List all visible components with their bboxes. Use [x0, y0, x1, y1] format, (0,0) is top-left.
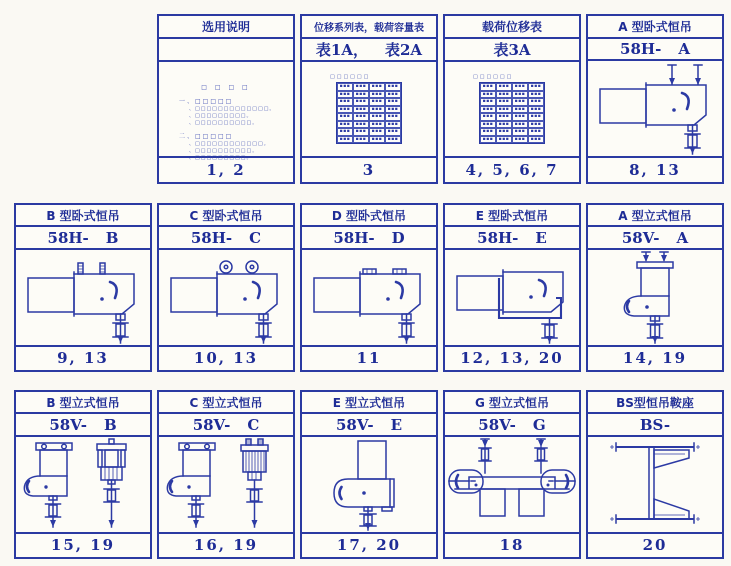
horizontal-hanger-type-a-drawing — [588, 61, 722, 156]
cell-58v-b — [14, 390, 152, 559]
page-numbers: 18 — [445, 532, 579, 557]
cell-58h-d — [300, 203, 438, 372]
mini-table-content — [302, 62, 436, 156]
cell-load-displacement-table — [443, 14, 581, 184]
code-suffix: B — [105, 228, 119, 247]
cell-58h-a — [586, 14, 724, 184]
cell-code-band — [302, 227, 436, 249]
cell-58h-c — [157, 203, 295, 372]
vertical-hanger-type-b-drawing — [16, 437, 150, 532]
cell-title: 选用说明 — [159, 16, 293, 39]
mini-table-caption: □□□□□□ — [330, 74, 371, 80]
cell-code-band — [16, 414, 150, 436]
code-prefix: 58V- — [192, 415, 231, 434]
cell-title: A 型立式恒吊 — [588, 205, 722, 227]
code-prefix: BS- — [639, 415, 671, 434]
code-suffix: B — [103, 415, 117, 434]
code-prefix: 表1A， — [315, 41, 368, 59]
row-3 — [14, 390, 724, 559]
horizontal-hanger-type-c-drawing — [159, 250, 293, 345]
code-suffix: E — [390, 415, 403, 434]
cell-58v-c — [157, 390, 295, 559]
code-suffix: A — [676, 228, 689, 247]
code-prefix: 表3A — [493, 41, 531, 59]
hanger-drawing-58h-a — [588, 61, 722, 156]
cell-title: 载荷位移表 — [445, 16, 579, 39]
cell-code-band — [445, 39, 579, 62]
cell-code-band — [445, 227, 579, 249]
code-suffix: C — [247, 415, 260, 434]
code-suffix: E — [535, 228, 547, 247]
code-suffix: A — [678, 40, 690, 59]
page-numbers: 1, 2 — [159, 156, 293, 182]
mini-table: ▪▪▪ ▪▪▪ ▪▪▪ ▪▪▪ ▪▪▪ ▪▪▪ ▪▪▪ ▪▪▪ ▪▪▪ ▪▪▪ ▪▪▪ ▪▪▪ ▪▪▪ ▪▪▪ ▪▪▪ ▪▪▪ ▪▪▪ ▪▪▪ ▪▪▪ ▪▪▪ ▪▪▪ ▪▪▪ ▪▪▪ ▪▪▪ ▪▪▪ ▪▪▪ ▪▪▪ ▪▪▪ ▪▪▪ ▪▪▪ ▪▪▪ ▪▪▪ — [336, 82, 402, 144]
cell-58h-e — [443, 203, 581, 372]
cell-title: B 型卧式恒吊 — [16, 205, 150, 227]
cell-58v-g — [443, 390, 581, 559]
hanger-drawing-58h-d — [302, 250, 436, 345]
code-prefix: 58H- — [620, 40, 662, 59]
cell-title: G 型立式恒吊 — [445, 392, 579, 414]
hanger-drawing-58v-c — [159, 437, 293, 532]
mini-table-wrap — [445, 62, 579, 156]
cell-title: C 型立式恒吊 — [159, 392, 293, 414]
cell-code-band — [445, 414, 579, 436]
mini-table: ▪▪▪ ▪▪▪ ▪▪▪ ▪▪▪ ▪▪▪ ▪▪▪ ▪▪▪ ▪▪▪ ▪▪▪ ▪▪▪ ▪▪▪ ▪▪▪ ▪▪▪ ▪▪▪ ▪▪▪ ▪▪▪ ▪▪▪ ▪▪▪ ▪▪▪ ▪▪▪ ▪▪▪ ▪▪▪ ▪▪▪ ▪▪▪ ▪▪▪ ▪▪▪ ▪▪▪ ▪▪▪ ▪▪▪ ▪▪▪ ▪▪▪ ▪▪▪ — [479, 82, 545, 144]
code-suffix: 表2A — [385, 41, 423, 59]
row-2 — [14, 203, 724, 372]
cell-code-band — [159, 414, 293, 436]
hanger-drawing-58h-c — [159, 250, 293, 345]
cell-title: C 型卧式恒吊 — [159, 205, 293, 227]
hanger-drawing-58h-e — [445, 250, 579, 345]
cell-code-band — [159, 39, 293, 62]
vertical-hanger-type-e-drawing — [302, 437, 436, 532]
cell-title: E 型立式恒吊 — [302, 392, 436, 414]
cell-code-band — [588, 227, 722, 249]
notes-text-block: □ □ □ □ 一、□□□□□ 、□□□□□□□□□□□□□。 、□□□□□□□□□。 、□□□□□□□□□□。 二、□□□□□ 、□□□□□□□□□□□□。 、□□□□□□□□□□。 、□□□□□□□□□。 — [179, 84, 276, 161]
cell-code-band — [588, 414, 722, 436]
page-numbers: 11 — [302, 345, 436, 370]
vertical-hanger-type-c-drawing — [159, 437, 293, 532]
cell-title: 位移系列表，载荷容量表 — [302, 16, 436, 39]
hanger-drawing-58v-g — [445, 437, 579, 532]
page-numbers: 10, 13 — [159, 345, 293, 370]
cell-title: B 型立式恒吊 — [16, 392, 150, 414]
mini-table-caption: □□□□□□ — [473, 74, 514, 80]
page-numbers: 9, 13 — [16, 345, 150, 370]
cell-58v-e — [300, 390, 438, 559]
row-1 — [157, 14, 724, 184]
code-prefix: 58H- — [333, 228, 375, 247]
hanger-drawing-58h-b — [16, 250, 150, 345]
page-numbers: 20 — [588, 532, 722, 557]
page-numbers: 17, 20 — [302, 532, 436, 557]
cell-58v-a — [586, 203, 724, 372]
saddle-seat-drawing — [588, 437, 722, 532]
vertical-hanger-type-g-drawing — [445, 437, 579, 532]
code-prefix: 58V- — [621, 228, 660, 247]
cell-title: D 型卧式恒吊 — [302, 205, 436, 227]
page-numbers: 4, 5, 6, 7 — [445, 156, 579, 182]
cell-code-band — [159, 227, 293, 249]
vertical-hanger-type-a-drawing — [588, 250, 722, 345]
code-prefix: 58V- — [478, 415, 516, 434]
code-prefix: 58H- — [47, 228, 89, 247]
cell-title: E 型卧式恒吊 — [445, 205, 579, 227]
code-suffix: G — [532, 415, 546, 434]
cell-code-band — [302, 39, 436, 62]
cell-title: A 型卧式恒吊 — [588, 16, 722, 39]
hanger-drawing-58v-a — [588, 250, 722, 345]
cell-code-band — [302, 414, 436, 436]
hanger-drawing-58v-e — [302, 437, 436, 532]
code-prefix: 58H- — [477, 228, 519, 247]
cell-code-band — [588, 39, 722, 62]
cell-bs-saddle — [586, 390, 724, 559]
page-numbers: 12, 13, 20 — [445, 345, 579, 370]
hanger-drawing-58v-b — [16, 437, 150, 532]
page-numbers: 3 — [302, 156, 436, 182]
page-numbers: 14, 19 — [588, 345, 722, 370]
code-prefix: 58H- — [190, 228, 233, 247]
cell-58h-b — [14, 203, 152, 372]
horizontal-hanger-type-d-drawing — [302, 250, 436, 345]
page-numbers: 8, 13 — [588, 156, 722, 182]
saddle-drawing-bs — [588, 437, 722, 532]
code-suffix: D — [391, 228, 405, 247]
page-numbers: 15, 19 — [16, 532, 150, 557]
code-prefix: 58V- — [49, 415, 87, 434]
cell-code-band — [16, 227, 150, 249]
page-numbers: 16, 19 — [159, 532, 293, 557]
mini-table-wrap — [302, 62, 436, 156]
notes-content — [159, 62, 293, 161]
cell-title: BS型恒吊鞍座 — [588, 392, 722, 414]
code-prefix: 58V- — [335, 415, 374, 434]
horizontal-hanger-type-e-drawing — [445, 250, 579, 345]
horizontal-hanger-type-b-drawing — [16, 250, 150, 345]
cell-displacement-series-table — [300, 14, 438, 184]
code-suffix: C — [249, 228, 262, 247]
cell-selection-notes — [157, 14, 295, 184]
mini-table-content — [445, 62, 579, 156]
